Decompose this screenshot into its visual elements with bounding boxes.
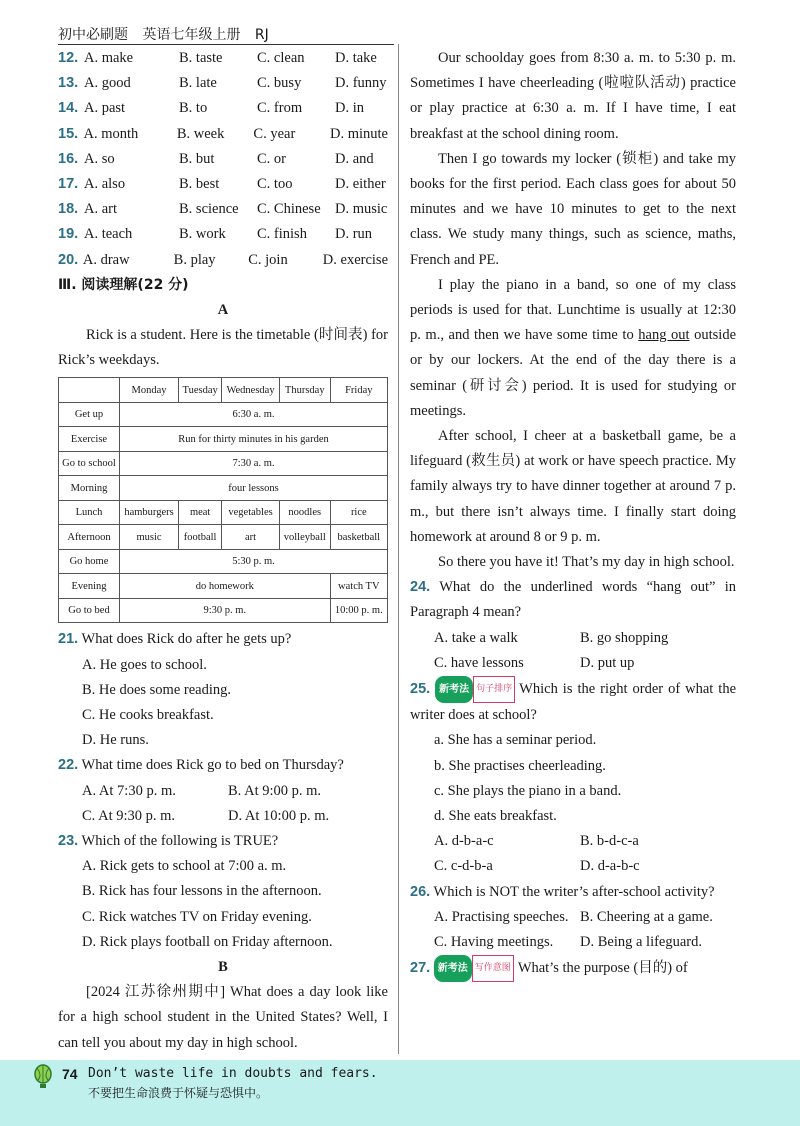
section-title: Ⅲ. 阅读理解(22 分) bbox=[58, 276, 189, 293]
left-column bbox=[58, 46, 388, 1056]
option[interactable]: A. teach bbox=[84, 226, 133, 243]
timetable-day: Monday bbox=[120, 378, 179, 403]
order-item: b. She practises cheerleading. bbox=[434, 757, 606, 774]
question-24 bbox=[410, 575, 736, 625]
timetable-row bbox=[59, 525, 388, 550]
timetable-cell: football bbox=[179, 525, 222, 550]
timetable-cell: Run for thirty minutes in his garden bbox=[120, 427, 388, 452]
passage-b-paragraph-4 bbox=[410, 273, 736, 424]
paragraph-text: I play the piano in a band, so one of my class periods is used for that. Lunchtime is usually at 12:30 p. m., and then we have some time to bbox=[410, 276, 736, 344]
option-row bbox=[58, 779, 388, 804]
option[interactable]: C. c-d-b-a bbox=[434, 858, 493, 875]
option[interactable]: A. art bbox=[84, 201, 118, 218]
question-23 bbox=[58, 829, 388, 854]
question-text: Which is the right order of what the writer does at school? bbox=[410, 680, 737, 724]
timetable-day: Thursday bbox=[279, 378, 330, 403]
edition-label: RJ bbox=[254, 27, 269, 43]
option[interactable]: D. At 10:00 p. m. bbox=[228, 807, 330, 824]
option[interactable]: B. best bbox=[179, 175, 220, 192]
option-row bbox=[410, 626, 736, 651]
option[interactable]: C. have lessons bbox=[434, 654, 524, 671]
option[interactable]: C. He cooks breakfast. bbox=[82, 707, 214, 724]
order-item: d. She eats breakfast. bbox=[434, 808, 557, 825]
timetable-cell: vegetables bbox=[222, 500, 280, 525]
timetable-header-row bbox=[59, 378, 388, 403]
option[interactable]: D. put up bbox=[580, 654, 635, 671]
cloze-option-row bbox=[58, 122, 388, 147]
timetable-cell: 5:30 p. m. bbox=[120, 549, 388, 574]
option-row bbox=[410, 905, 736, 930]
timetable-cell: Morning bbox=[59, 476, 120, 501]
option-row bbox=[410, 854, 736, 879]
question-number: 21. bbox=[58, 631, 79, 648]
cloze-option-row bbox=[58, 172, 388, 197]
option[interactable]: B. work bbox=[179, 226, 226, 243]
timetable-row bbox=[59, 574, 388, 599]
option[interactable]: A. draw bbox=[82, 251, 130, 268]
option[interactable]: D. He runs. bbox=[82, 732, 149, 749]
option[interactable]: B. At 9:00 p. m. bbox=[228, 782, 322, 799]
timetable-row bbox=[59, 500, 388, 525]
question-26 bbox=[410, 880, 736, 905]
timetable-cell: art bbox=[222, 525, 280, 550]
option[interactable]: B. Cheering at a game. bbox=[580, 908, 713, 925]
question-number: 16. bbox=[58, 150, 79, 167]
question-number: 17. bbox=[58, 175, 79, 192]
option[interactable]: D. in bbox=[335, 100, 364, 117]
option[interactable]: A. At 7:30 p. m. bbox=[82, 782, 176, 799]
passage-b-label: B bbox=[218, 958, 228, 975]
question-27 bbox=[410, 955, 736, 980]
question-number: 13. bbox=[58, 75, 79, 92]
new-format-badge: 新考法 bbox=[435, 676, 473, 703]
timetable-cell: music bbox=[120, 525, 179, 550]
question-text: Which of the following is TRUE? bbox=[81, 832, 279, 849]
passage-b-paragraph-5: After school, I cheer at a basketball game, be a lifeguard (救生员) at work or have speech practice. My family always try to have dinner together at around 7 p. m., but there isn’t always time. I finally start doing homework at around 8 or 9 p. m. bbox=[410, 428, 736, 545]
cloze-option-row bbox=[58, 248, 388, 273]
option[interactable]: C. join bbox=[248, 251, 288, 268]
question-number: 25. bbox=[410, 680, 431, 697]
motto-chinese: 不要把生命浪费于怀疑与恐惧中。 bbox=[88, 1086, 269, 1100]
option[interactable]: A. make bbox=[84, 50, 134, 66]
timetable-cell: basketball bbox=[330, 525, 387, 550]
timetable-cell: meat bbox=[179, 500, 222, 525]
passage-b-paragraph-2: Our schoolday goes from 8:30 a. m. to 5:30 p. m. Sometimes I have cheerleading (啦啦队活动) practice or play practice at 6:30 a. m. If I have time, I eat breakfast at the school dining room. bbox=[410, 50, 736, 142]
timetable-day: Wednesday bbox=[222, 378, 280, 403]
cloze-option-row bbox=[58, 96, 388, 121]
timetable-cell: hamburgers bbox=[120, 500, 179, 525]
new-format-badge: 新考法 bbox=[434, 955, 472, 982]
question-number: 27. bbox=[410, 960, 431, 977]
option-row bbox=[410, 829, 736, 854]
option[interactable]: C. too bbox=[257, 175, 293, 192]
timetable-day: Tuesday bbox=[179, 378, 222, 403]
right-column bbox=[410, 46, 736, 980]
cloze-option-row bbox=[58, 46, 388, 71]
passage-a-intro: Rick is a student. Here is the timetable (时间表) for Rick’s weekdays. bbox=[58, 327, 388, 369]
timetable-cell: Evening bbox=[59, 574, 120, 599]
passage-a-label: A bbox=[217, 301, 229, 318]
question-text: What time does Rick go to bed on Thursday? bbox=[81, 757, 344, 774]
question-text: Which is NOT the writer’s after-school activity? bbox=[433, 883, 715, 900]
timetable-cell: do homework bbox=[120, 574, 331, 599]
option[interactable]: D. either bbox=[335, 175, 386, 192]
question-25 bbox=[410, 676, 736, 728]
timetable-cell: Go to school bbox=[59, 451, 120, 476]
option[interactable]: A. so bbox=[84, 150, 115, 167]
timetable-cell: Get up bbox=[59, 402, 120, 427]
balloon-icon bbox=[32, 1064, 54, 1090]
underlined-phrase: hang out bbox=[638, 327, 690, 344]
cloze-option-row bbox=[58, 71, 388, 96]
option[interactable]: B. to bbox=[179, 100, 208, 117]
option[interactable]: B. He does some reading. bbox=[82, 681, 231, 698]
timetable-cell: 10:00 p. m. bbox=[330, 598, 387, 623]
timetable-cell: volleyball bbox=[279, 525, 330, 550]
option[interactable]: C. busy bbox=[257, 75, 302, 92]
motto-english: Don’t waste life in doubts and fears. bbox=[88, 1066, 378, 1081]
option[interactable]: D. Rick plays football on Friday afternoon. bbox=[82, 933, 333, 950]
subject-name: 英语七年级上册 bbox=[142, 27, 241, 43]
timetable-cell: Lunch bbox=[59, 500, 120, 525]
option[interactable]: B. but bbox=[179, 150, 215, 167]
option[interactable]: B. taste bbox=[179, 50, 223, 66]
timetable-cell: noodles bbox=[279, 500, 330, 525]
option[interactable]: C. from bbox=[257, 100, 303, 117]
timetable-row bbox=[59, 549, 388, 574]
timetable-row bbox=[59, 451, 388, 476]
option[interactable]: D. minute bbox=[330, 125, 388, 142]
timetable-cell: 6:30 a. m. bbox=[120, 402, 388, 427]
option-row bbox=[58, 804, 388, 829]
column-divider bbox=[398, 44, 399, 1054]
cloze-option-row bbox=[58, 147, 388, 172]
option[interactable]: C. finish bbox=[257, 226, 307, 243]
option[interactable]: D. and bbox=[335, 150, 374, 167]
option[interactable]: D. Being a lifeguard. bbox=[580, 933, 703, 950]
question-number: 20. bbox=[58, 251, 79, 268]
passage-b-paragraph-1: [2024 江苏徐州期中] What does a day look like for a high school student in the United States? Well, I can tell you about my day in high school. bbox=[58, 984, 388, 1051]
option[interactable]: A. good bbox=[84, 75, 131, 92]
cloze-option-row bbox=[58, 197, 388, 222]
timetable-cell: Afternoon bbox=[59, 525, 120, 550]
question-number: 15. bbox=[58, 125, 79, 142]
cloze-option-row bbox=[58, 222, 388, 247]
option[interactable]: C. year bbox=[253, 125, 296, 142]
order-item: a. She has a seminar period. bbox=[434, 732, 597, 749]
option[interactable]: B. late bbox=[179, 75, 217, 92]
question-number: 26. bbox=[410, 883, 431, 900]
question-type-tag: 句子排序 bbox=[473, 676, 515, 703]
header-rule bbox=[58, 44, 394, 45]
option[interactable]: A. Rick gets to school at 7:00 a. m. bbox=[82, 858, 287, 875]
passage-b-paragraph-6: So there you have it! That’s my day in high school. bbox=[438, 554, 735, 571]
timetable-row bbox=[59, 598, 388, 623]
option[interactable]: C. Rick watches TV on Friday evening. bbox=[82, 908, 312, 925]
order-item: c. She plays the piano in a band. bbox=[434, 782, 622, 799]
question-type-tag: 写作意图 bbox=[472, 955, 514, 982]
option[interactable]: B. Rick has four lessons in the afternoon. bbox=[82, 883, 322, 900]
option[interactable]: B. b-d-c-a bbox=[580, 833, 639, 850]
option[interactable]: D. funny bbox=[335, 75, 387, 92]
option[interactable]: D. d-a-b-c bbox=[580, 858, 640, 875]
timetable-corner bbox=[59, 378, 120, 403]
timetable bbox=[58, 377, 388, 623]
timetable-cell: Exercise bbox=[59, 427, 120, 452]
option[interactable]: A. Practising speeches. bbox=[434, 908, 569, 925]
timetable-cell: rice bbox=[330, 500, 387, 525]
option[interactable]: C. At 9:30 p. m. bbox=[82, 807, 176, 824]
timetable-day: Friday bbox=[330, 378, 387, 403]
option-row bbox=[410, 930, 736, 955]
option[interactable]: C. or bbox=[257, 150, 286, 167]
question-21 bbox=[58, 627, 388, 652]
option-row bbox=[410, 651, 736, 676]
option[interactable]: B. go shopping bbox=[580, 629, 669, 646]
question-text: What do the underlined words “hang out” in Paragraph 4 mean? bbox=[410, 579, 736, 621]
paragraph-text: outside or by our lockers. At the end of the day there is a seminar (研讨会) period. It is used for studying or meetings. bbox=[410, 327, 737, 419]
page-number: 74 bbox=[62, 1066, 78, 1082]
timetable-cell: 7:30 a. m. bbox=[120, 451, 388, 476]
timetable-cell: 9:30 p. m. bbox=[120, 598, 331, 623]
timetable-cell: Go home bbox=[59, 549, 120, 574]
option[interactable]: B. science bbox=[179, 201, 239, 218]
option[interactable]: A. He goes to school. bbox=[82, 656, 207, 673]
option[interactable]: A. take a walk bbox=[434, 629, 518, 646]
question-number: 18. bbox=[58, 201, 79, 218]
option[interactable]: C. Chinese bbox=[257, 201, 321, 218]
option[interactable]: B. play bbox=[173, 251, 216, 268]
book-name: 初中必刷题 bbox=[58, 27, 128, 43]
question-text: What’s the purpose (目的) of bbox=[517, 960, 688, 977]
option[interactable]: D. exercise bbox=[322, 251, 389, 268]
timetable-cell: watch TV bbox=[330, 574, 387, 599]
timetable-cell: Go to bed bbox=[59, 598, 120, 623]
question-number: 22. bbox=[58, 757, 79, 774]
question-number: 12. bbox=[58, 50, 79, 66]
running-header bbox=[58, 24, 279, 44]
option[interactable]: A. also bbox=[84, 175, 126, 192]
option[interactable]: C. clean bbox=[257, 50, 305, 66]
question-number: 24. bbox=[410, 579, 431, 596]
cloze-options bbox=[58, 46, 388, 273]
option[interactable]: B. week bbox=[176, 125, 225, 142]
timetable-row bbox=[59, 427, 388, 452]
timetable-row bbox=[59, 402, 388, 427]
question-number: 14. bbox=[58, 100, 79, 117]
timetable-cell: four lessons bbox=[120, 476, 388, 501]
passage-b-paragraph-3: Then I go towards my locker (锁柜) and take my books for the first period. Each class goes for about 50 minutes and we have 10 minutes to get to the next class. We study many things, such as science, maths, French and PE. bbox=[410, 150, 736, 268]
option[interactable]: A. past bbox=[84, 100, 126, 117]
option[interactable]: D. run bbox=[335, 226, 373, 243]
question-22 bbox=[58, 753, 388, 778]
question-number: 19. bbox=[58, 226, 79, 243]
option[interactable]: D. take bbox=[335, 50, 377, 66]
question-text: What does Rick do after he gets up? bbox=[81, 631, 292, 648]
option[interactable]: D. music bbox=[335, 201, 388, 218]
option[interactable]: C. Having meetings. bbox=[434, 933, 554, 950]
timetable-row bbox=[59, 476, 388, 501]
option[interactable]: A. month bbox=[83, 125, 139, 142]
question-number: 23. bbox=[58, 832, 79, 849]
option[interactable]: A. d-b-a-c bbox=[434, 833, 494, 850]
